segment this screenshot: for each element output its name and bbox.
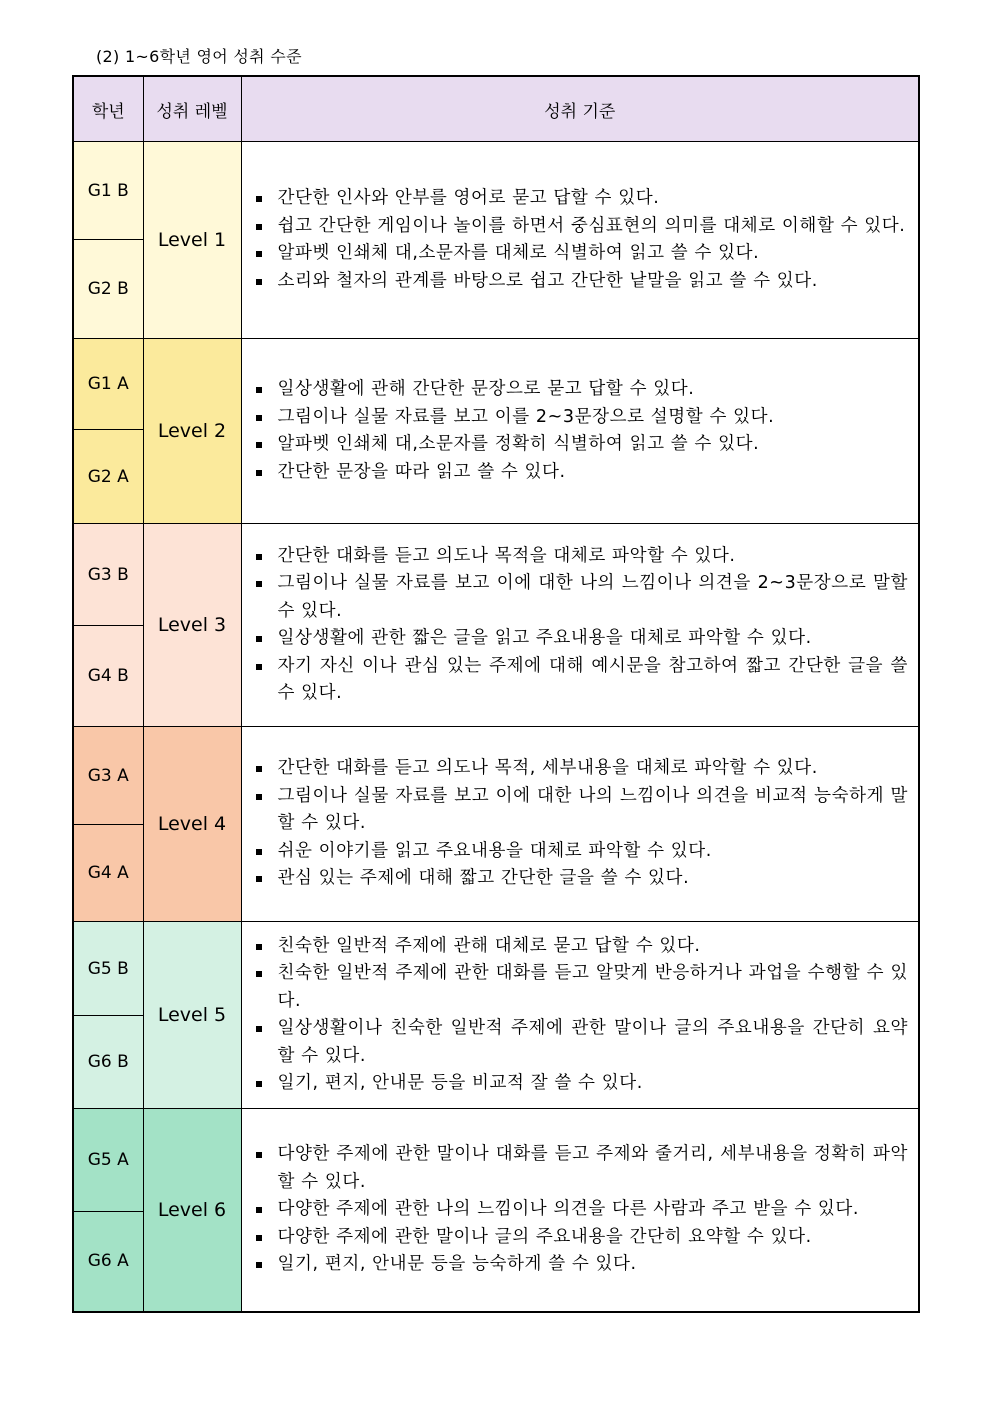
level-cell: Level 2 <box>143 339 241 524</box>
criteria-item: 쉬운 이야기를 읽고 주요내용을 대체로 파악할 수 있다. <box>250 838 909 866</box>
table-row <box>73 1109 919 1212</box>
criteria-list <box>250 1141 909 1279</box>
level-cell: Level 1 <box>143 142 241 339</box>
criteria-list <box>250 933 909 1098</box>
criteria-item: 일상생활에 관한 짧은 글을 읽고 주요내용을 대체로 파악할 수 있다. <box>250 625 909 653</box>
table-row <box>73 727 919 825</box>
grade-cell: G2 B <box>73 240 143 339</box>
criteria-item: 간단한 대화를 듣고 의도나 목적을 대체로 파악할 수 있다. <box>250 543 909 571</box>
header-row <box>73 76 919 142</box>
criteria-item: 일기, 편지, 안내문 등을 능숙하게 쓸 수 있다. <box>250 1251 909 1279</box>
criteria-item: 관심 있는 주제에 대해 짧고 간단한 글을 쓸 수 있다. <box>250 865 909 893</box>
table-caption: (2) 1~6학년 영어 성취 수준 <box>96 47 302 66</box>
criteria-item: 알파벳 인쇄체 대,소문자를 대체로 식별하여 읽고 쓸 수 있다. <box>250 240 909 268</box>
table-row <box>73 922 919 1016</box>
criteria-item: 다양한 주제에 관한 나의 느낌이나 의견을 다른 사람과 주고 받을 수 있다. <box>250 1196 909 1224</box>
criteria-list <box>250 543 909 708</box>
criteria-item: 그림이나 실물 자료를 보고 이에 대한 나의 느낌이나 의견을 2~3문장으로 말할 수 있다. <box>250 570 909 625</box>
criteria-item: 일기, 편지, 안내문 등을 비교적 잘 쓸 수 있다. <box>250 1070 909 1098</box>
criteria-item: 다양한 주제에 관한 말이나 대화를 듣고 주제와 줄거리, 세부내용을 정확히 파악할 수 있다. <box>250 1141 909 1196</box>
grade-cell: G1 B <box>73 142 143 240</box>
grade-cell: G1 A <box>73 339 143 430</box>
criteria-item: 일상생활에 관해 간단한 문장으로 묻고 답할 수 있다. <box>250 376 909 404</box>
criteria-item: 친숙한 일반적 주제에 관해 대체로 묻고 답할 수 있다. <box>250 933 909 961</box>
criteria-list <box>250 755 909 893</box>
level-cell: Level 3 <box>143 524 241 727</box>
grade-cell: G5 A <box>73 1109 143 1212</box>
criteria-item: 자기 자신 이나 관심 있는 주제에 대해 예시문을 참고하여 짧고 간단한 글을 쓸 수 있다. <box>250 653 909 708</box>
level-cell: Level 5 <box>143 922 241 1109</box>
criteria-item: 소리와 철자의 관계를 바탕으로 쉽고 간단한 낱말을 읽고 쓸 수 있다. <box>250 268 909 296</box>
criteria-cell <box>241 142 919 339</box>
criteria-item: 그림이나 실물 자료를 보고 이를 2~3문장으로 설명할 수 있다. <box>250 404 909 432</box>
criteria-item: 간단한 인사와 안부를 영어로 묻고 답할 수 있다. <box>250 185 909 213</box>
header-criteria: 성취 기준 <box>241 76 919 142</box>
grade-cell: G2 A <box>73 430 143 524</box>
level-cell: Level 6 <box>143 1109 241 1312</box>
grade-cell: G6 A <box>73 1212 143 1312</box>
criteria-item: 간단한 문장을 따라 읽고 쓸 수 있다. <box>250 459 909 487</box>
criteria-item: 알파벳 인쇄체 대,소문자를 정확히 식별하여 읽고 쓸 수 있다. <box>250 431 909 459</box>
table-row <box>73 524 919 626</box>
criteria-item: 다양한 주제에 관한 말이나 글의 주요내용을 간단히 요약할 수 있다. <box>250 1224 909 1252</box>
grade-cell: G5 B <box>73 922 143 1016</box>
criteria-item: 친숙한 일반적 주제에 관한 대화를 듣고 알맞게 반응하거나 과업을 수행할 수 있다. <box>250 960 909 1015</box>
grade-cell: G3 A <box>73 727 143 825</box>
criteria-cell <box>241 1109 919 1312</box>
achievement-table <box>72 75 920 1313</box>
grade-cell: G3 B <box>73 524 143 626</box>
level-cell: Level 4 <box>143 727 241 922</box>
table-row <box>73 339 919 430</box>
criteria-item: 그림이나 실물 자료를 보고 이에 대한 나의 느낌이나 의견을 비교적 능숙하게 말할 수 있다. <box>250 783 909 838</box>
grade-cell: G4 B <box>73 626 143 727</box>
criteria-list <box>250 376 909 486</box>
header-grade: 학년 <box>73 76 143 142</box>
grade-cell: G6 B <box>73 1016 143 1109</box>
table-row <box>73 142 919 240</box>
header-level: 성취 레벨 <box>143 76 241 142</box>
criteria-item: 간단한 대화를 듣고 의도나 목적, 세부내용을 대체로 파악할 수 있다. <box>250 755 909 783</box>
criteria-cell <box>241 339 919 524</box>
criteria-list <box>250 185 909 295</box>
criteria-item: 일상생활이나 친숙한 일반적 주제에 관한 말이나 글의 주요내용을 간단히 요약할 수 있다. <box>250 1015 909 1070</box>
criteria-cell <box>241 727 919 922</box>
grade-cell: G4 A <box>73 825 143 922</box>
criteria-cell <box>241 922 919 1109</box>
table-body <box>73 142 919 1312</box>
criteria-item: 쉽고 간단한 게임이나 놀이를 하면서 중심표현의 의미를 대체로 이해할 수 있다. <box>250 213 909 241</box>
criteria-cell <box>241 524 919 727</box>
